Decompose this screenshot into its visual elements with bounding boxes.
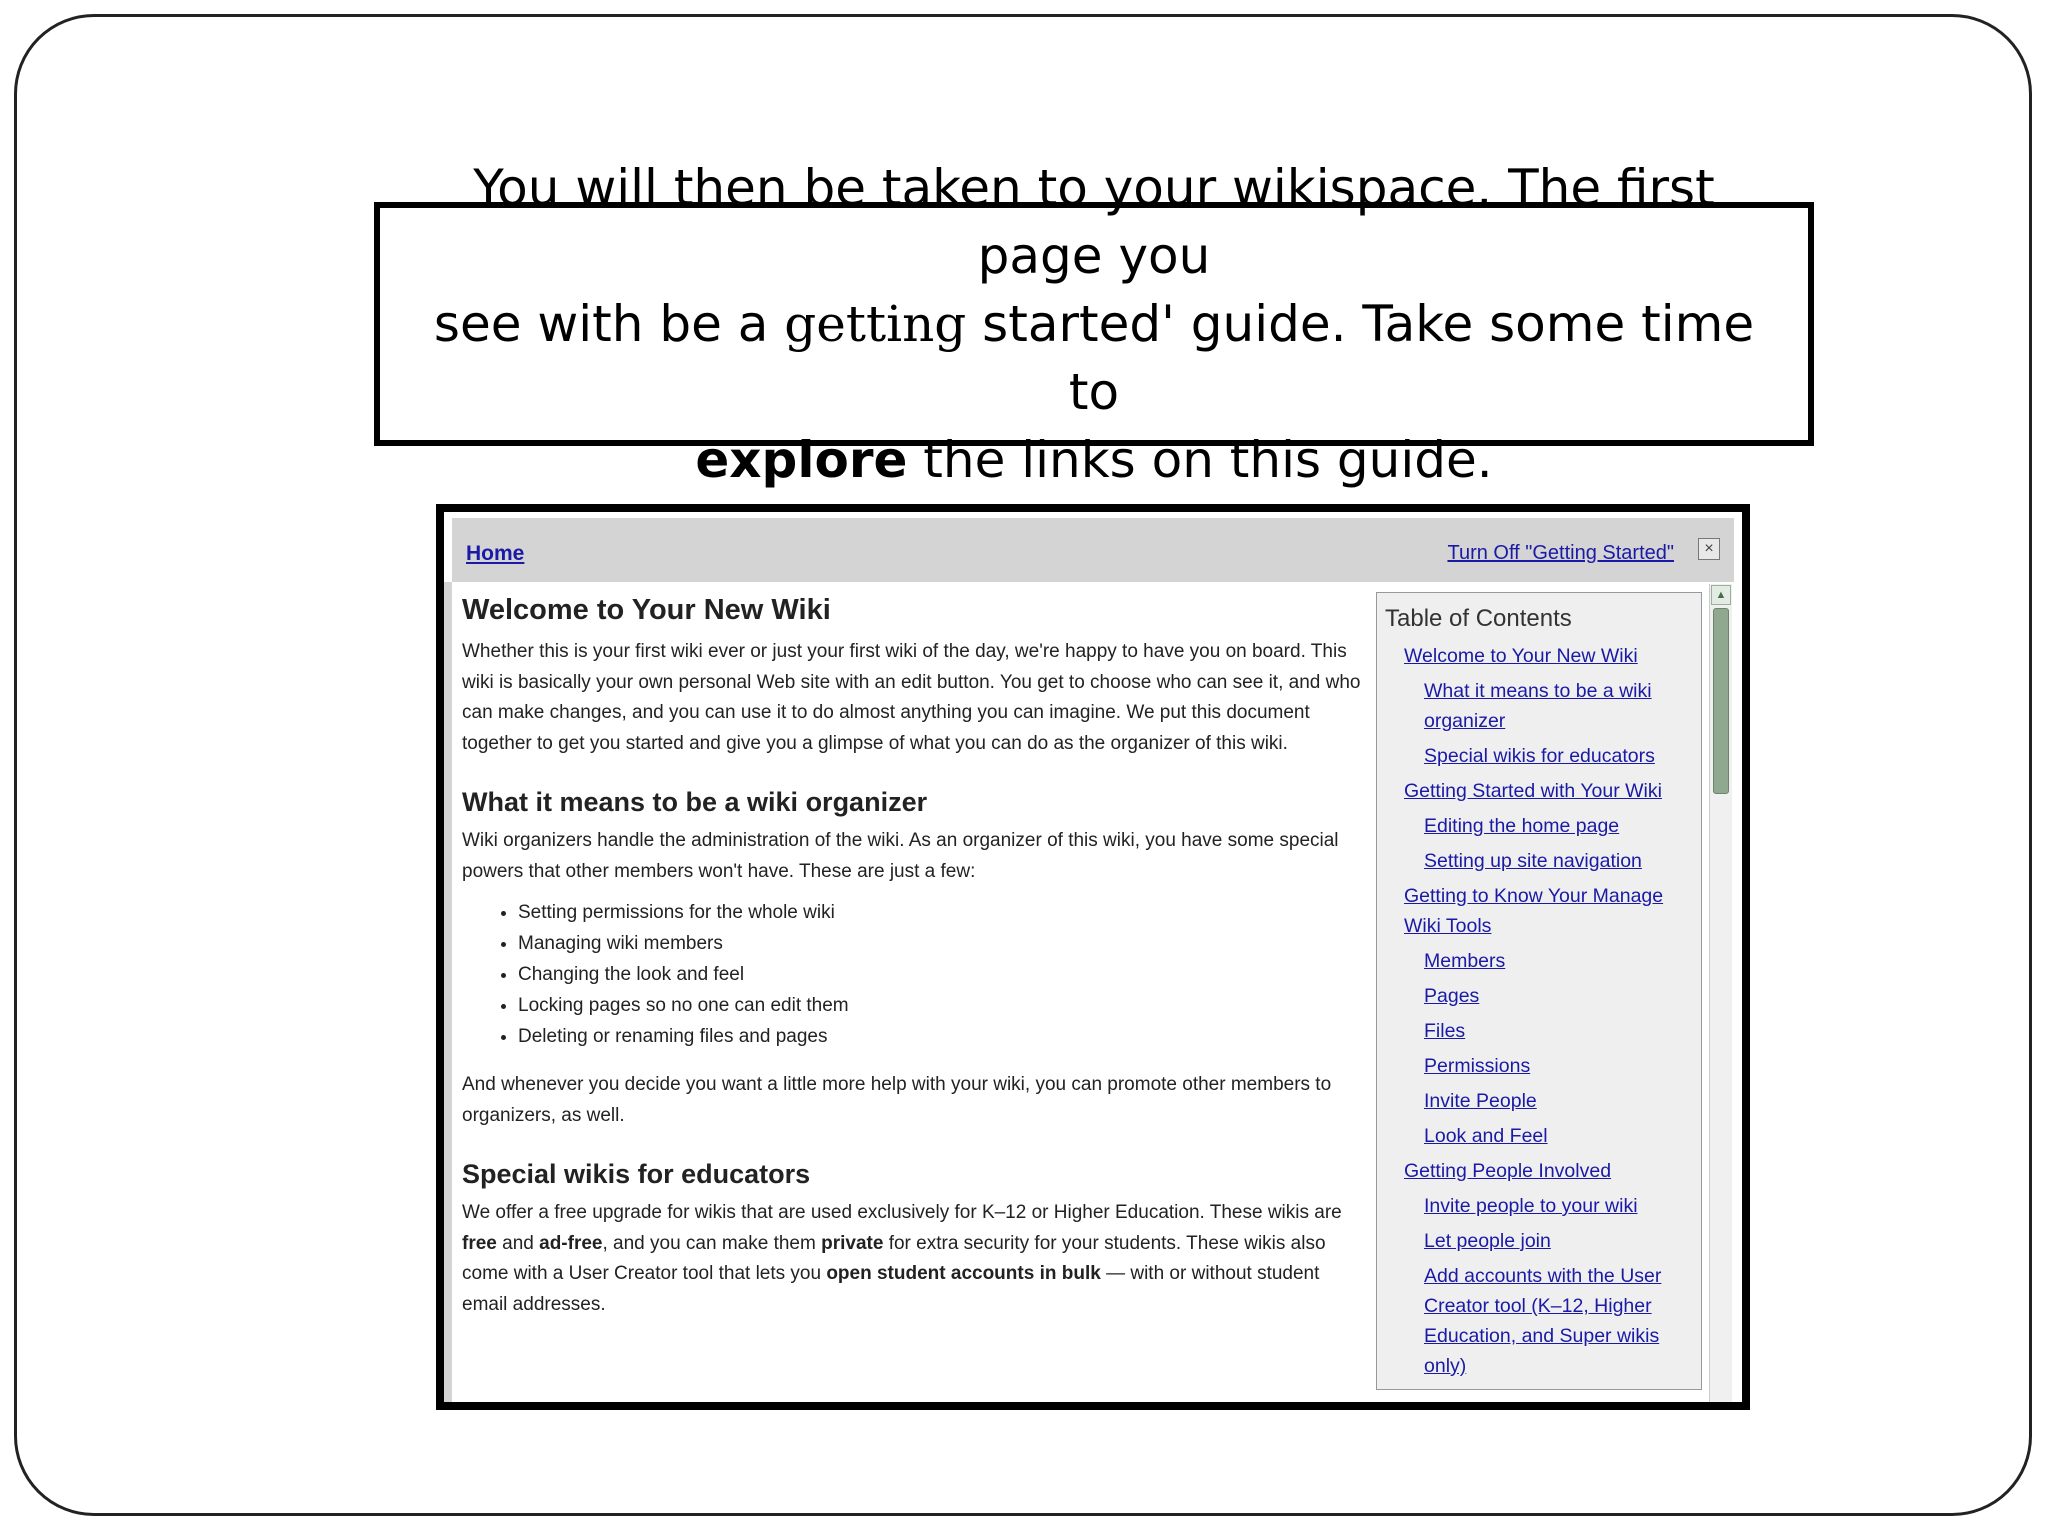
toc-link-site-navigation[interactable]: Setting up site navigation xyxy=(1424,850,1642,872)
toc-link-welcome[interactable]: Welcome to Your New Wiki xyxy=(1404,645,1638,667)
list-item: • Locking pages so no one can edit them xyxy=(518,990,1362,1021)
organizer-powers-list xyxy=(462,897,1362,1052)
caption-line1: You will then be taken to your wikispace. The first page you xyxy=(473,159,1715,285)
home-link[interactable]: Home xyxy=(466,542,525,565)
list-item: • Changing the look and feel xyxy=(518,959,1362,990)
toc-link-members[interactable]: Members xyxy=(1424,950,1506,972)
toc-link-people-involved[interactable]: Getting People Involved xyxy=(1404,1160,1612,1182)
list-item: • Setting permissions for the whole wiki xyxy=(518,897,1362,928)
caption-text xyxy=(380,154,1808,494)
bold-text: ad-free xyxy=(539,1232,603,1254)
toc-link-organizer[interactable]: What it means to be a wiki organizer xyxy=(1424,680,1652,732)
table-of-contents xyxy=(1376,592,1702,1390)
wiki-screenshot xyxy=(436,504,1750,1410)
heading-educators: Special wikis for educators xyxy=(462,1159,811,1189)
toc-link-getting-started[interactable]: Getting Started with Your Wiki xyxy=(1404,780,1662,802)
toc-link-editing-home[interactable]: Editing the home page xyxy=(1424,815,1620,837)
toc-link-look-and-feel[interactable]: Look and Feel xyxy=(1424,1125,1548,1147)
toc-link-user-creator[interactable]: Add accounts with the User Creator tool (K–12, Higher Education, and Super wikis only) xyxy=(1424,1265,1662,1377)
caption-line2-after: started' guide. Take some time to xyxy=(966,295,1755,421)
toc-link-invite-people[interactable]: Invite People xyxy=(1424,1090,1537,1112)
list-item: • Managing wiki members xyxy=(518,928,1362,959)
text: — with or without student email addresses. xyxy=(462,1263,1320,1315)
toc-title: Table of Contents xyxy=(1385,605,1572,632)
close-icon[interactable]: × xyxy=(1698,538,1720,560)
toc-link-permissions[interactable]: Permissions xyxy=(1424,1055,1531,1077)
caption-box xyxy=(374,159,1814,489)
heading-organizer: What it means to be a wiki organizer xyxy=(462,787,928,817)
toc-link-pages[interactable]: Pages xyxy=(1424,985,1480,1007)
toc-link-let-people-join[interactable]: Let people join xyxy=(1424,1230,1551,1252)
toc-link-invite-to-wiki[interactable]: Invite people to your wiki xyxy=(1424,1195,1638,1217)
toc-link-manage-tools[interactable]: Getting to Know Your Manage Wiki Tools xyxy=(1404,885,1664,937)
wiki-content xyxy=(462,594,1362,1320)
scroll-thumb[interactable] xyxy=(1713,608,1729,794)
wiki-topbar xyxy=(452,518,1734,582)
text: We offer a free upgrade for wikis that are used exclusively for K–12 or Higher Education. These wikis are xyxy=(462,1202,1342,1223)
toc-link-files[interactable]: Files xyxy=(1424,1020,1466,1042)
turn-off-getting-started-link[interactable]: Turn Off "Getting Started" xyxy=(1447,542,1674,564)
bold-text: private xyxy=(821,1232,884,1254)
caption-line2-before: see with be a xyxy=(433,295,785,353)
para-promote: And whenever you decide you want a little more help with your wiki, you can promote other members to organizers, as well. xyxy=(462,1074,1332,1126)
text: and xyxy=(496,1232,540,1254)
bold-text: free xyxy=(462,1232,497,1254)
para-educators xyxy=(462,1198,1362,1320)
para-welcome: Whether this is your first wiki ever or just your first wiki of the day, we're happy to have you on board. This wiki is basically your own personal Web site with an edit button. You get to choose who can see it, and who can make changes, and you can use it to do almost anything you can imagine. We put this document together to get you started and give you a glimpse of what you can do as the organizer of this wiki. xyxy=(462,641,1361,754)
list-item: • Deleting or renaming files and pages xyxy=(518,1021,1362,1052)
caption-line3-bold: explore xyxy=(695,431,908,489)
caption-line3-rest: the links on this guide. xyxy=(907,431,1493,489)
bold-text: open student accounts in bulk xyxy=(826,1263,1101,1284)
para-organizer: Wiki organizers handle the administration of the wiki. As an organizer of this wiki, you have some special powers that other members won't have. These are just a few: xyxy=(462,830,1339,882)
caption-line2-serif: getting xyxy=(784,295,967,353)
vertical-scrollbar[interactable] xyxy=(1709,584,1732,1402)
text: for extra security for your students. These wikis also come with a User Creator tool that lets you xyxy=(462,1232,1326,1284)
scroll-up-arrow-icon[interactable]: ▲ xyxy=(1711,585,1731,605)
heading-welcome: Welcome to Your New Wiki xyxy=(462,594,831,626)
text: , and you can make them xyxy=(602,1232,822,1254)
left-border xyxy=(444,582,452,1402)
toc-link-educators[interactable]: Special wikis for educators xyxy=(1424,745,1655,767)
